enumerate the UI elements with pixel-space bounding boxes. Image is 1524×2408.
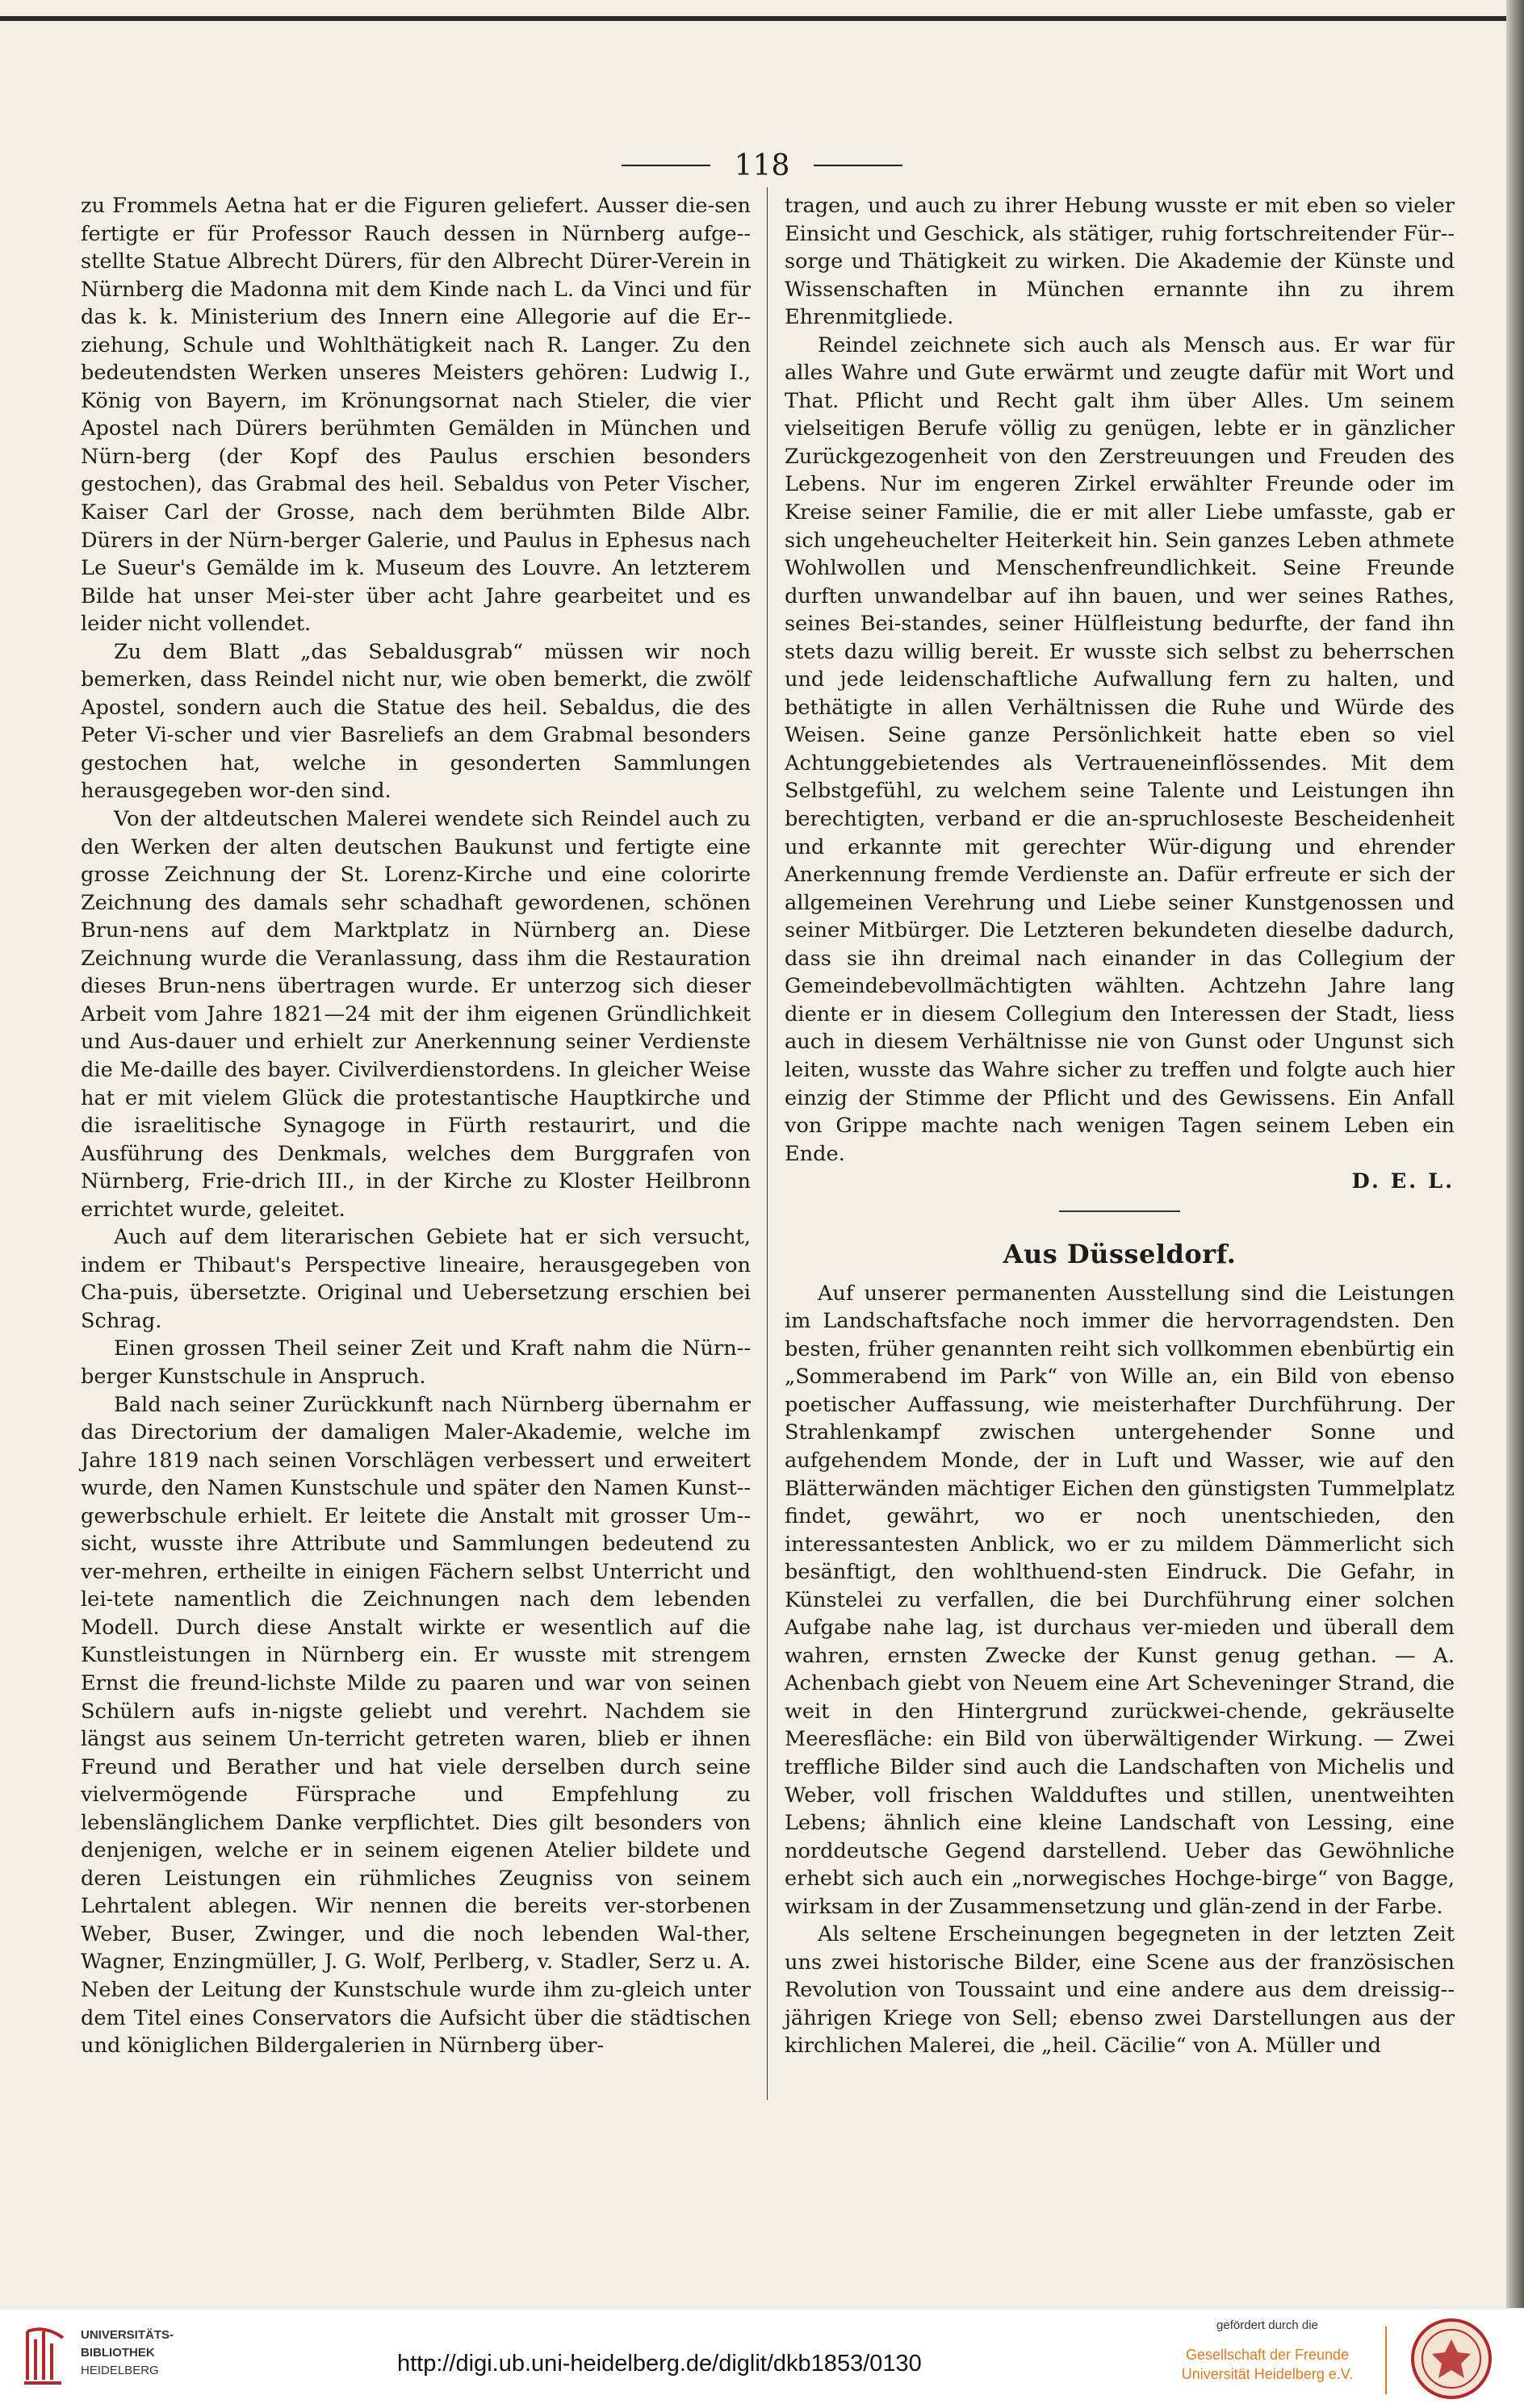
- university-line: UNIVERSITÄTS-: [81, 2328, 174, 2342]
- book-edge-shadow: [1506, 0, 1524, 2308]
- paragraph: Auf unserer permanenten Ausstellung sind die Leistungen im Landschaftsfache noch immer die hervorragendsten. Den besten, früher genannten reiht sich vollkommen ebenbürtig ein „Sommerabend im Park“ von Wille an, ein Bild von ebenso poetischer Auffassung, wie meisterhafter Durchführung. Der Strahlenkampf zwischen untergehender Sonne und aufgehendem Monde, der in Luft und Wasser, wie auf den Blätterwänden mächtiger Eichen den günstigsten Tummelplatz findet, gewährt, wo er noch unentschieden, den interessantesten Anblick, wo er zu mildem Dämmerlicht sich besänftigt, den wohlthuend-sten Eindruck. Die Gefahr, in Künstelei zu verfallen, die bei Durchführung einer solchen Aufgabe nahe lag, ist durchaus ver-mieden und überall dem wahren, ernsten Zwecke der Kunst genug gethan. — A. Achenbach giebt von Neuem eine Art Scheveninger Strand, die weit in den Hintergrund zurückwei-chende, gekräuselte Meeresfläche: ein Bild von überwältigender Wirkung. — Zwei treffliche Bilder sind auch die Landschaften von Michelis und Weber, voll frischen Waldduftes und stillen, unentweihten Lebens; ähnlich eine kleine Landschaft von Lessing, eine norddeutsche Gegend darstellend. Ueber das Gewöhnliche erhebt sich auch ein „norwegisches Hochge-birge“ von Bagge, wirksam in der Zusammensetzung und glän-zend in der Farbe.: [785, 1281, 1455, 1919]
- left-column: [81, 192, 751, 2060]
- column-divider: [767, 187, 768, 2100]
- sponsor-name-line2: Universität Heidelberg e.V.: [1181, 2366, 1354, 2382]
- university-seal-icon: [1409, 2317, 1493, 2401]
- sponsor-divider: [1385, 2326, 1387, 2394]
- paragraph: Bald nach seiner Zurückkunft nach Nürnberg übernahm er das Directorium der damaligen Maler-Akademie, welche im Jahre 1819 nach seinen Vorschlägen verbessert und erweitert wurde, den Namen Kunstschule und später den Namen Kunst-gewerbschule erhielt. Er leitete die Anstalt mit grosser Um-sicht, wusste ihre Attribute und Sammlungen bedeutend zu ver-mehren, ertheilte in einigen Fächern selbst Unterricht und lei-tete namentlich die Zeichnungen nach dem lebenden Modell. Durch diese Anstalt wirkte er wesentlich auf die Kunstleistungen in Nürnberg ein. Er wusste mit strengem Ernst die freund-lichste Milde zu paaren und war von seinen Schülern aufs in-nigste geliebt und verehrt. Nachdem sie längst aus seinem Un-terricht getreten waren, blieb er ihnen Freund und Berather und hat viele derselben durch seine vielvermögende Fürsprache und Empfehlung zu lebenslänglichem Danke verpflichtet. Dies gilt besonders von denjenigen, welche er in seinem eigenen Atelier bildete und deren Leistungen ein rühmliches Zeugniss von seinem Lehrtalent ablegen. Wir nennen die bereits ver-storbenen Weber, Buser, Zwinger, und die noch lebenden Wal-ther, Wagner, Enzingmüller, J. G. Wolf, Perlberg, v. Stadler, Serz u. A. Neben der Leitung der Kunstschule wurde ihm zu-gleich unter dem Titel eines Conservators die Aufsicht über die städtischen und königlichen Bildergalerien in Nürnberg über-: [81, 1392, 751, 2059]
- sponsor-block: [1154, 2318, 1380, 2384]
- digitization-footer: [0, 2308, 1524, 2408]
- page-number: 118: [734, 148, 790, 182]
- paragraph: Auch auf dem literarischen Gebiete hat er sich versucht, indem er Thibaut's Perspective lineaire, herausgegeben von Cha-puis, übersetzte. Original und Uebersetzung erschien bei Schrag.: [81, 1225, 751, 1333]
- sponsor-name-line1: Gesellschaft der Freunde: [1185, 2347, 1350, 2363]
- author-signature: D. E. L.: [1351, 1169, 1455, 1194]
- university-library-logo-icon: [21, 2323, 69, 2388]
- city-line: HEIDELBERG: [81, 2364, 159, 2377]
- paragraph: zu Frommels Aetna hat er die Figuren geliefert. Ausser die-sen fertigte er für Professor Rauch dessen in Nürnberg aufge-stellte Statue Albrecht Dürers, für den Albrecht Dürer-Verein in Nürnberg die Madonna mit dem Kinde nach L. da Vinci und für das k. k. Ministerium des Innern eine Allegorie auf die Er-ziehung, Schule und Wohlthätigkeit nach R. Langer. Zu den bedeutendsten Werken unseres Meisters gehören: Ludwig I., König von Bayern, im Krönungsornat nach Stieler, die vier Apostel nach Dürers berühmten Gemälden in München und Nürn-berg (der Kopf des Paulus erschien besonders gestochen), das Grabmal des heil. Sebaldus von Peter Vischer, Kaiser Carl der Grosse, nach dem berühmten Bilde Albr. Dürers in der Nürn-berger Galerie, und Paulus in Ephesus nach Le Sueur's Gemälde im k. Museum des Louvre. An letzterem Bilde hat unser Mei-ster über acht Jahre gearbeitet und es leider nicht vollendet.: [81, 194, 751, 637]
- paragraph: Von der altdeutschen Malerei wendete sich Reindel auch zu den Werken der alten deutschen Baukunst und fertigte eine grosse Zeichnung der St. Lorenz-Kirche und eine colorirte Zeichnung des damals sehr schadhaft gewordenen, schönen Brun-nens auf dem Marktplatz in Nürnberg an. Diese Zeichnung wurde die Veranlassung, dass ihm die Restauration dieses Brun-nens übertragen wurde. Er unterzog sich dieser Arbeit vom Jahre 1821—24 mit der ihm eigenen Gründlichkeit und Aus-dauer und erhielt zur Anerkennung seiner Verdienste die Me-daille des bayer. Civilverdienstordens. In gleicher Weise hat er mit vielem Glück die protestantische Hauptkirche und die israelitische Synagoge in Fürth restaurirt, und die Ausführung des Denkmals, welches dem Burggrafen von Nürnberg, Frie-drich III., in der Kirche zu Kloster Heilbronn errichtet wurde, geleitet.: [81, 807, 751, 1222]
- paragraph: tragen, und auch zu ihrer Hebung wusste er mit eben so vieler Einsicht und Geschick, als stätiger, ruhig fortschreitender Für-sorge und Thätigkeit zu wirken. Die Akademie der Künste und Wissenschaften in München ernannte ihn zu ihrem Ehrenmitgliede.: [785, 194, 1455, 330]
- paragraph: Einen grossen Theil seiner Zeit und Kraft nahm die Nürn-berger Kunstschule in Anspruch.: [81, 1336, 751, 1389]
- section-title: Aus Düsseldorf.: [1003, 1238, 1237, 1269]
- page-header: [0, 145, 1524, 186]
- permalink-url[interactable]: http://digi.ub.uni-heidelberg.de/diglit/dkb1853/0130: [397, 2351, 922, 2377]
- university-library-name: [81, 2326, 174, 2380]
- paragraph: Zu dem Blatt „das Sebaldusgrab“ müssen wir noch bemerken, dass Reindel nicht nur, wie oben bemerkt, die zwölf Apostel, sondern auch die Statue des heil. Sebaldus, die des Peter Vi-scher und vier Basreliefs an dem Grabmal besonders gestochen hat, welche in gesonderten Sammlungen herausgegeben wor-den sind.: [81, 639, 751, 804]
- paragraph: Reindel zeichnete sich auch als Mensch aus. Er war für alles Wahre und Gute erwärmt und zeugte dafür mit Wort und That. Pflicht und Recht galt ihm über Alles. Um seinem vielseitigen Berufe völlig zu genügen, lebte er in gänzlicher Zurückgezogenheit von den Zerstreuungen und Freuden des Lebens. Nur im engeren Zirkel erwählter Freunde oder im Kreise seiner Familie, die er mit aller Liebe umfasste, gab er sich ungeheuchelter Heiterkeit hin. Sein ganzes Leben athmete Wohlwollen und Menschenfreundlichkeit. Seine Freunde durften unwandelbar auf ihn bauen, und wer seines Rathes, seines Bei-standes, seiner Hülfleistung bedurfte, der fand ihn stets dazu willig bereit. Er wusste sich selbst zu beherrschen und jede leidenschaftliche Aufwallung fern zu halten, und bethätigte in allen Verhältnissen die Ruhe und Würde des Weisen. Seine ganze Persönlichkeit hatte eben so viel Achtunggebietendes als Vertraueneinflössendes. Mit dem Selbstgefühl, zu welchem seine Talente und Leistungen ihn berechtigten, verband er die an-spruchloseste Bescheidenheit und erkannte mit gerechter Wür-digung und ehrender Anerkennung fremde Verdienste an. Dafür erfreute er sich der allgemeinen Verehrung und Liebe seiner Kunstgenossen und seiner Mitbürger. Die Letzteren bekundeten dieselbe dadurch, dass sie ihn dreimal nach einander in das Collegium der Gemeindebevollmächtigten wählten. Achtzehn Jahre lang diente er in diesem Collegium den Interessen der Stadt, liess auch in diesem Verhältnisse nie von Gunst oder Ungunst sich leiten, wusste das Wahre sicher zu treffen und folgte auch hier einzig der Stimme der Pflicht und des Gewissens. Ein Anfall von Grippe machte nach wenigen Tagen seinem Leben ein Ende.: [785, 332, 1455, 1166]
- sponsor-label: gefördert durch die: [1216, 2318, 1318, 2332]
- library-line: BIBLIOTHEK: [81, 2346, 155, 2360]
- paragraph: Als seltene Erscheinungen begegneten in der letzten Zeit uns zwei historische Bilder, eine Scene aus der französischen Revolution von Toussaint und eine andere aus dem dreissig-jährigen Kriege von Sell; ebenso zwei Darstellungen aus der kirchlichen Malerei, die „heil. Cäcilie“ von A. Müller und: [785, 1922, 1455, 2059]
- right-column: [785, 192, 1455, 2060]
- header-dash-left: [622, 165, 710, 166]
- article-separator: [1059, 1210, 1180, 1212]
- top-rule: [0, 16, 1506, 21]
- header-dash-right: [814, 165, 902, 166]
